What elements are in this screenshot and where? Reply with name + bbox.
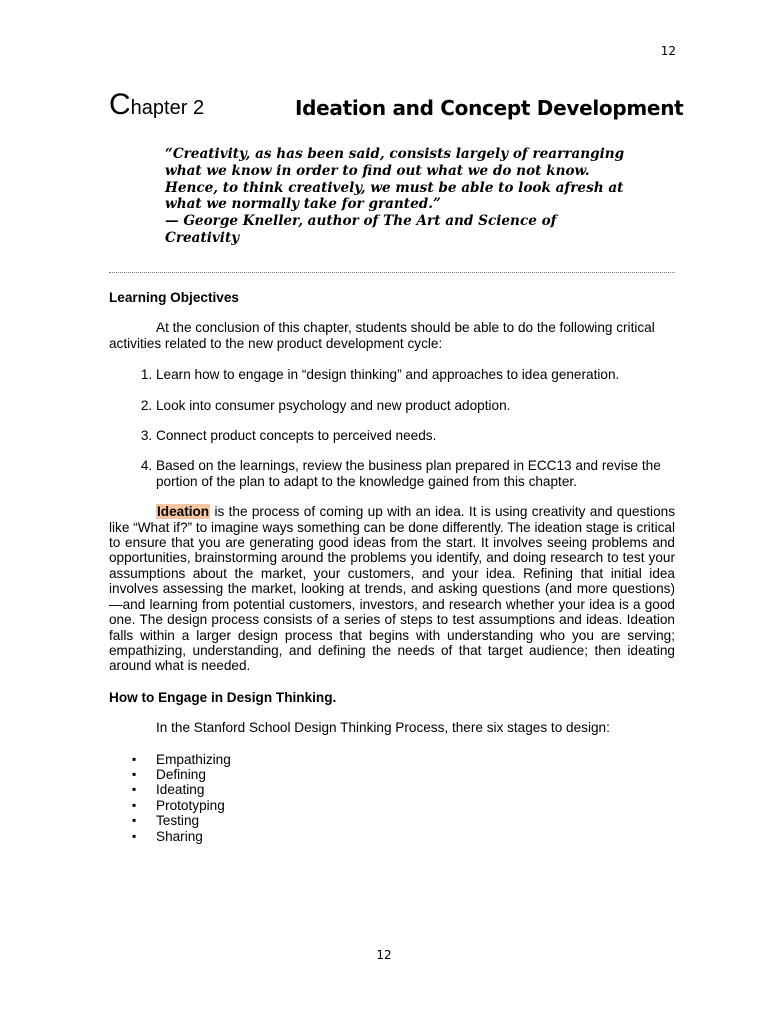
design-thinking-intro: In the Stanford School Design Thinking Process, there six stages to design:	[156, 720, 610, 736]
quote-attribution: — George Kneller, author of The Art and Science of Creativity	[165, 213, 557, 246]
design-stages-list	[109, 752, 675, 844]
ideation-highlight: Ideation	[157, 504, 210, 520]
stage-item: ▪ Sharing	[156, 829, 675, 844]
page-number-bottom: 12	[376, 948, 392, 962]
epigraph-quote	[165, 146, 635, 247]
ideation-text: is the process of coming up with an idea. It is using creativity and questions like “What if?” to imagine ways something can be done differently. The ideation stage is critical to ensure that you are generating good ideas from the start. It involves seeing problems and opportunities, brainstorming around the problems you identify, and doing research to test your assumptions about the market, your customers, and your idea. Refining that initial idea involves assessing the market, looking at trends, and asking questions (and more questions)—and learning from potential customers, investors, and research whether your idea is a good one. The design process consists of a series of steps to test assumptions and ideas. Ideation falls within a larger design process that begins with understanding who you are serving; empathizing, understanding, and defining the needs of that target audience; then ideating around what is needed.	[109, 504, 675, 674]
stage-item: ▪ Ideating	[156, 782, 675, 797]
stage-item: ▪ Defining	[156, 767, 675, 782]
objective-item: 3. Connect product concepts to perceived needs.	[156, 428, 675, 443]
objective-item: 2. Look into consumer psychology and new product adoption.	[156, 398, 675, 413]
stage-item: ▪ Testing	[156, 813, 675, 828]
learning-objectives-heading: Learning Objectives	[109, 290, 239, 305]
chapter-cap-letter: C	[109, 88, 131, 121]
objectives-list	[109, 367, 675, 489]
design-thinking-heading: How to Engage in Design Thinking.	[109, 689, 337, 705]
page-number-top: 12	[660, 44, 676, 58]
section-divider	[109, 272, 675, 273]
objective-item: 4. Based on the learnings, review the business plan prepared in ECC13 and revise the portion of the plan to adapt to the knowledge gained from this chapter.	[156, 458, 675, 489]
chapter-title: Ideation and Concept Development	[295, 96, 684, 120]
chapter-label: hapter 2	[130, 97, 205, 119]
stage-item: ▪ Empathizing	[156, 752, 675, 767]
objective-item: 1. Learn how to engage in “design thinking” and approaches to idea generation.	[156, 367, 675, 382]
learning-objectives-intro: At the conclusion of this chapter, students should be able to do the following critical activities related to the new product development cycle:	[109, 320, 655, 351]
quote-text: “Creativity, as has been said, consists largely of rearranging what we know in order to find out what we do not know. Hence, to think creatively, we must be able to look afresh at what we normally take for granted.”	[165, 146, 625, 213]
ideation-paragraph	[109, 504, 675, 673]
body-content	[109, 290, 675, 844]
stage-item: ▪ Prototyping	[156, 798, 675, 813]
chapter-heading	[109, 88, 689, 128]
